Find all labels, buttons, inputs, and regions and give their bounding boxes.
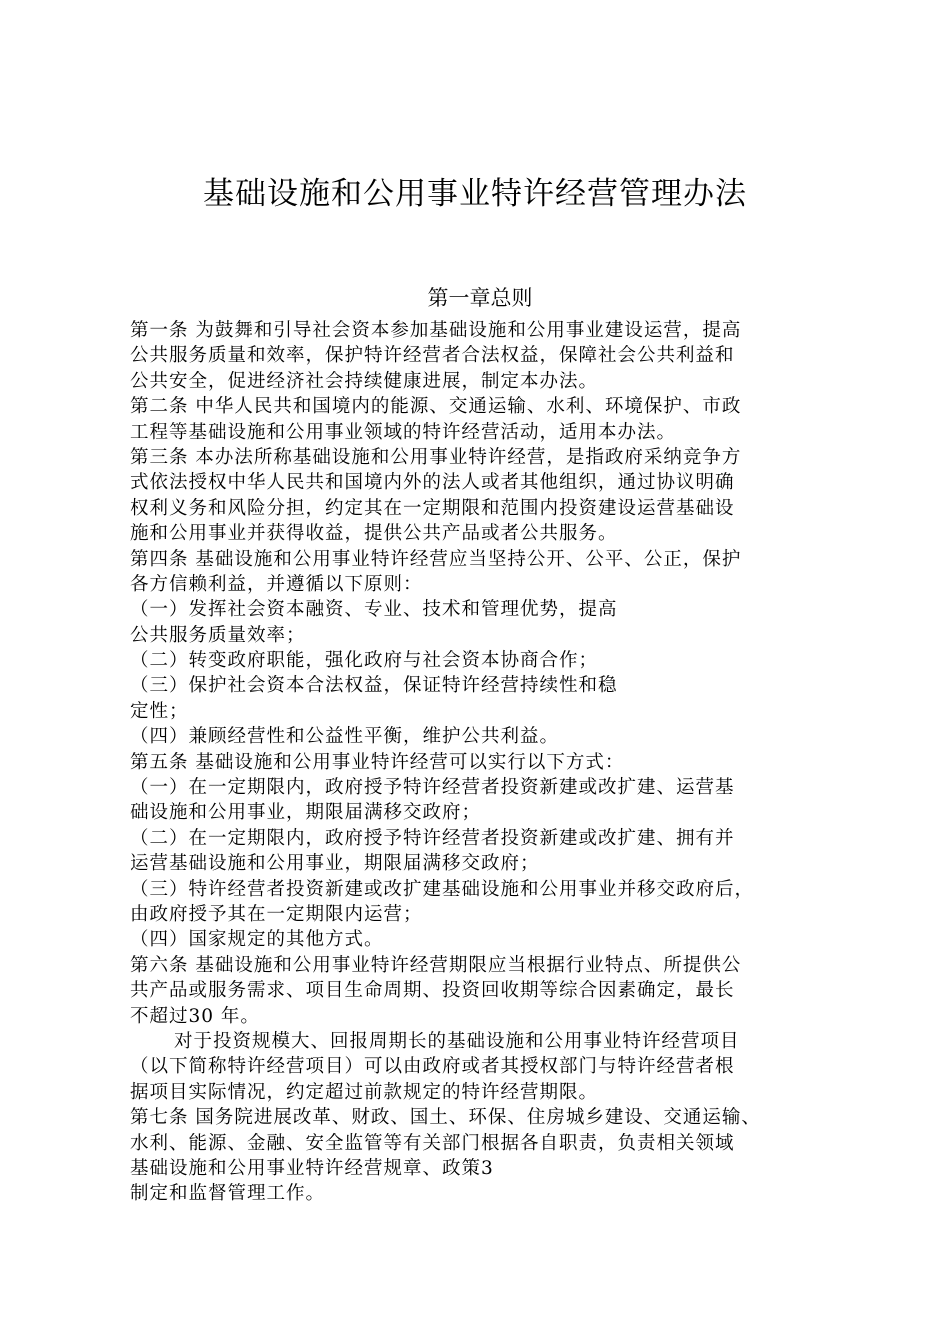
text-line: （三）特许经营者投资新建或改扩建基础设施和公用事业并移交政府后，	[130, 878, 755, 900]
text-line: 施和公用事业并获得收益，提供公共产品或者公共服务。	[130, 523, 618, 545]
text-line: （一）在一定期限内，政府授予特许经营者投资新建或改扩建、运营基	[130, 777, 735, 799]
text-line: 由政府授予其在一定期限内运营；	[130, 903, 423, 925]
text-line: 公共服务质量效率；	[130, 624, 306, 646]
text-line: （二）在一定期限内，政府授予特许经营者投资新建或改扩建、拥有并	[130, 827, 735, 849]
text-line: 各方信赖利益，并遵循以下原则：	[130, 573, 423, 595]
text-line: 式依法授权中华人民共和国境内外的法人或者其他组织，通过协议明确	[130, 472, 735, 494]
text-line: 定性；	[130, 700, 189, 722]
text-line: 第五条 基础设施和公用事业特许经营可以实行以下方式：	[130, 751, 625, 773]
text-line: 运营基础设施和公用事业，期限届满移交政府；	[130, 853, 540, 875]
text-line: 基础设施和公用事业特许经营规章、政策3	[130, 1157, 494, 1179]
text-line: （一）发挥社会资本融资、专业、技术和管理优势，提高	[130, 599, 618, 621]
text-line: 第四条 基础设施和公用事业特许经营应当坚持公开、公平、公正，保护	[130, 548, 742, 570]
text-line: 据项目实际情况，约定超过前款规定的特许经营期限。	[130, 1081, 599, 1103]
document-title: 基础设施和公用事业特许经营管理办法	[203, 176, 747, 212]
text-line: 第一条 为鼓舞和引导社会资本参加基础设施和公用事业建设运营，提高	[130, 320, 742, 341]
text-line: （以下简称特许经营项目）可以由政府或者其授权部门与特许经营者根	[130, 1056, 735, 1078]
text-line: 水利、能源、金融、安全监管等有关部门根据各自职责，负责相关领域	[130, 1132, 735, 1154]
text-line: 础设施和公用事业，期限届满移交政府；	[130, 802, 482, 824]
text-line: 第二条 中华人民共和国境内的能源、交通运输、水利、环境保护、市政	[130, 396, 742, 418]
text-line: 公共安全，促进经济社会持续健康进展，制定本办法。	[130, 370, 599, 392]
text-line: （四）兼顾经营性和公益性平衡，维护公共利益。	[130, 726, 560, 748]
document-body	[130, 318, 850, 1207]
chapter-heading: 第一章总则	[427, 286, 533, 310]
text-line: 共产品或服务需求、项目生命周期、投资回收期等综合因素确定，最长	[130, 980, 735, 1002]
text-line: 对于投资规模大、回报周期长的基础设施和公用事业特许经营项目	[174, 1030, 740, 1052]
text-line: 第七条 国务院进展改革、财政、国土、环保、住房城乡建设、交通运输、	[130, 1107, 761, 1129]
text-line: 第三条 本办法所称基础设施和公用事业特许经营，是指政府采纳竞争方	[130, 446, 742, 468]
text-line: （三）保护社会资本合法权益，保证特许经营持续性和稳	[130, 675, 618, 697]
text-line: （四）国家规定的其他方式。	[130, 929, 384, 951]
text-line: 公共服务质量和效率，保护特许经营者合法权益，保障社会公共利益和	[130, 345, 735, 367]
text-line: 制定和监督管理工作。	[130, 1183, 326, 1205]
text-line: 第六条 基础设施和公用事业特许经营期限应当根据行业特点、所提供公	[130, 954, 742, 976]
text-line: （二）转变政府职能，强化政府与社会资本协商合作；	[130, 650, 599, 672]
text-line: 不超过30 年。	[130, 1005, 260, 1027]
text-line: 工程等基础设施和公用事业领域的特许经营活动，适用本办法。	[130, 421, 677, 443]
text-line: 权利义务和风险分担，约定其在一定期限和范围内投资建设运营基础设	[130, 497, 735, 519]
